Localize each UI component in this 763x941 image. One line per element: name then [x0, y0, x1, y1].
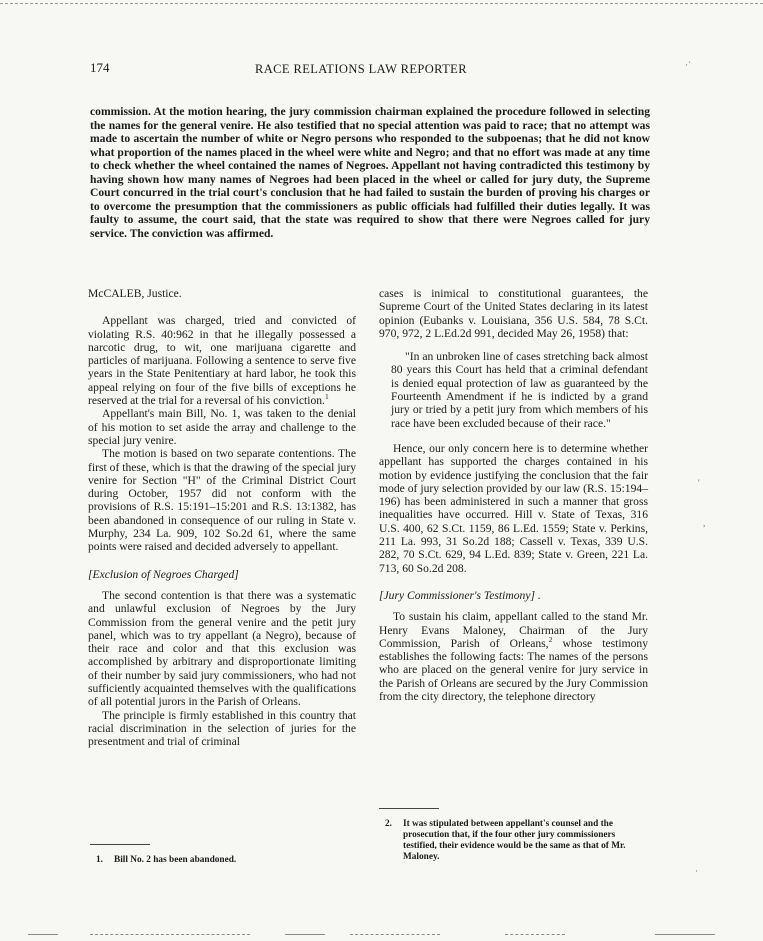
right-column [379, 287, 648, 703]
scan-mark: , [703, 518, 706, 528]
scan-mark: ' [698, 478, 700, 488]
paragraph: The second contention is that there was a systematic and unlawful exclusion of Negroes by the Jury Commission from the general venire and the petit jury panel, which was to try appellant (a Negro), because of their race and color and that this exclusion was accomplished by arbitrary and disproportionate limiting of their number by said jury commissioners, who had not sufficiently acquainted themselves with the qualifications of all potential jurors in the Parish of Orleans. [88, 588, 356, 709]
footnote-rule [90, 844, 150, 845]
scan-mark: ·˙ [685, 60, 691, 70]
footnote-2: 2. It was stipulated between appellant's counsel and the prosecution that, if the four other jury commissioners testified, their evidence would be the same as that of Mr. Maloney. [385, 819, 626, 862]
bottom-edge-line [90, 934, 250, 935]
paragraph: To sustain his claim, appellant called to the stand Mr. Henry Evans Maloney, Chairman of the Jury Commission, Parish of Orleans,$^2$ whose testimony establishes the following facts: The names of the persons who are placed on the general venire for jury service in the Parish of Orleans are secured by the Jury Commission from the city directory, the telephone directory [379, 610, 648, 704]
block-quote: "In an unbroken line of cases stretching back almost 80 years this Court has held that a criminal defendant is denied equal protection of law as guaranteed by the Fourteenth Amendment if he is indicted by a grand jury or tried by a petit jury from which members of his race have been excluded because of their race." [391, 350, 648, 430]
bottom-edge-line [285, 934, 325, 935]
paragraph: Hence, our only concern here is to determine whether appellant has supported the charges contained in his motion by evidence justifying the conclusion that the fair mode of jury selection provided by our law (R.S. 15:194–196) has been administered in such a manner that gross inequalities have occurred. Hill v. State of Texas, 316 U.S. 400, 62 S.Ct. 1159, 86 L.Ed. 1559; State v. Perkins, 211 La. 993, 31 So.2d 188; Cassell v. Texas, 339 U.S. 282, 70 S.Ct. 629, 94 L.Ed. 839; State v. Green, 221 La. 713, 60 So.2d 208. [379, 441, 648, 575]
left-column [88, 287, 356, 749]
running-head: RACE RELATIONS LAW REPORTER [255, 62, 467, 76]
section-heading: [Exclusion of Negroes Charged] [88, 567, 239, 581]
bottom-edge-line [28, 934, 58, 935]
case-summary: commission. At the motion hearing, the jury commission chairman explained the procedure followed in selecting the names for the general venire. He also testified that no special attention was paid to race; that no attempt was made to ascertain the number of white or Negro persons who responded to the subpoenas; that he did not know what proportion of the names placed in the wheel were white and Negro; and that no effort was made at any time to check whether the wheel contained the names of Negroes. Appellant not having contradicted this testimony by having shown how many names of Negroes had been placed in the wheel or called for jury duty, the Supreme Court concurred in the trial court's conclusion that he had failed to sustain the burden of proving his charges or to overcome the presumption that the commissioners as public officials had fulfilled their duties legally. It was faulty to assume, the court said, that the state was required to show that there were Negroes called for jury service. The conviction was affirmed. [90, 105, 650, 240]
page-number: 174 [90, 60, 110, 75]
footnote-area-left [90, 838, 358, 866]
scan-mark: · [695, 866, 698, 876]
footnote-ref: 1 [324, 392, 329, 402]
opinion-author: McCALEB, Justice. [88, 287, 182, 300]
footnote-ref: 2 [548, 634, 553, 644]
section-heading: [Jury Commissioner's Testimony] . [379, 588, 541, 602]
paragraph: Appellant's main Bill, No. 1, was taken to the denial of his motion to set aside the array and challenge to the special jury venire. [88, 407, 356, 447]
paragraph: The motion is based on two separate contentions. The first of these, which is that the drawing of the special jury venire for Section "H" of the Criminal District Court during October, 1957 did not conform with the provisions of R.S. 15:191–15:201 and R.S. 13:1382, has been abandoned in consequence of our ruling in State v. Murphy, 234 La. 909, 102 So.2d 61, where the same points were raised and decided adversely to appellant. [88, 447, 356, 554]
bottom-edge-line [350, 934, 440, 935]
paragraph: The principle is firmly established in this country that racial discrimination in the selection of juries for the presentment and trial of criminal [88, 708, 356, 749]
paragraph: cases is inimical to constitutional guarantees, the Supreme Court of the United States declaring in its latest opinion (Eubanks v. Louisiana, 356 U.S. 584, 78 S.Ct. 970, 972, 2 L.Ed.2d 991, decided May 26, 1958) that: [379, 287, 648, 340]
bottom-edge-line [655, 934, 715, 935]
top-edge-dots [0, 3, 763, 4]
paragraph: Appellant was charged, tried and convicted of violating R.S. 40:962 in that he illegally possessed a narcotic drug, to wit, one marijuana cigarette and particles of marijuana. Following a sentence to serve five years in the State Penitentiary at hard labor, he took this appeal relying on four of the five bills of exceptions he reserved at the trial for a reversal of his conviction.$^1$ [88, 314, 356, 408]
footnote-area-right [379, 802, 648, 863]
footnote-rule [379, 808, 439, 809]
bottom-edge-line [505, 934, 565, 935]
footnote-1: 1. Bill No. 2 has been abandoned. [96, 855, 237, 865]
